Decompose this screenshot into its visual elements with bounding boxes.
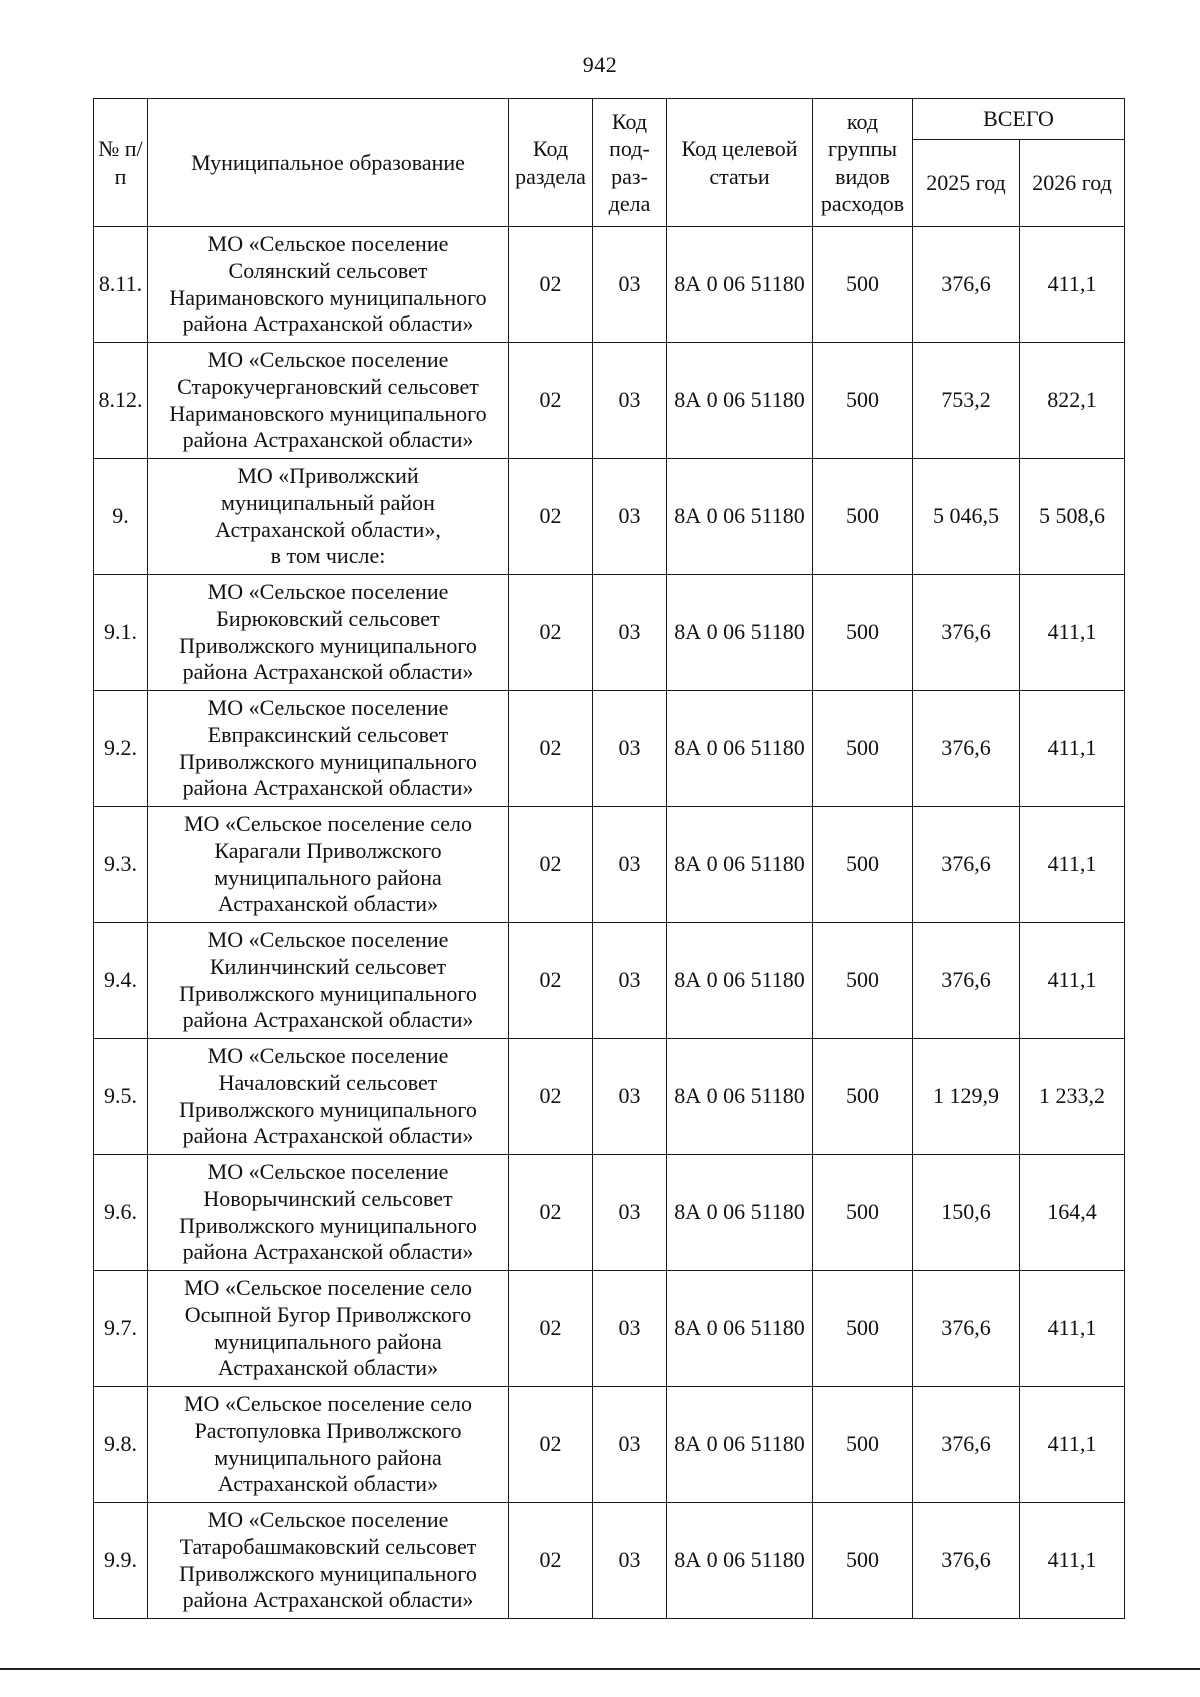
subsection-code: 03 xyxy=(593,459,667,575)
table-row xyxy=(94,343,1125,459)
municipality-name xyxy=(148,227,509,343)
municipality-name xyxy=(148,807,509,923)
municipality-name-line: МО «Сельское поселение xyxy=(207,1506,449,1532)
table-body xyxy=(94,227,1125,1619)
amount-2025: 1 129,9 xyxy=(913,1039,1020,1155)
header-municipality: Муниципальное образование xyxy=(148,99,509,227)
municipality-name-line: Бирюковский сельсовет xyxy=(216,605,440,631)
subsection-code: 03 xyxy=(593,923,667,1039)
table-row xyxy=(94,227,1125,343)
municipality-name xyxy=(148,1503,509,1619)
target-code: 8А 0 06 51180 xyxy=(667,1387,813,1503)
municipality-name-line: района Астраханской области» xyxy=(182,1123,474,1149)
subsection-code: 03 xyxy=(593,1503,667,1619)
target-code: 8А 0 06 51180 xyxy=(667,227,813,343)
amount-2026: 411,1 xyxy=(1020,1271,1125,1387)
target-code: 8А 0 06 51180 xyxy=(667,575,813,691)
subsection-code: 03 xyxy=(593,691,667,807)
section-code: 02 xyxy=(509,1039,593,1155)
section-code: 02 xyxy=(509,1387,593,1503)
table-row xyxy=(94,923,1125,1039)
table-row xyxy=(94,807,1125,923)
expense-group-code: 500 xyxy=(813,575,913,691)
target-code: 8А 0 06 51180 xyxy=(667,807,813,923)
section-code: 02 xyxy=(509,807,593,923)
municipality-name-line: Приволжского муниципального xyxy=(179,1560,477,1586)
budget-table xyxy=(93,98,1125,1619)
table-row xyxy=(94,1155,1125,1271)
amount-2025: 150,6 xyxy=(913,1155,1020,1271)
municipality-name-line: МО «Сельское поселение село xyxy=(184,1274,472,1300)
amount-2025: 5 046,5 xyxy=(913,459,1020,575)
municipality-name-line: муниципального района xyxy=(214,1444,442,1470)
table-row xyxy=(94,1503,1125,1619)
header-year-2026: 2026 год xyxy=(1020,140,1125,227)
amount-2025: 376,6 xyxy=(913,691,1020,807)
section-code: 02 xyxy=(509,575,593,691)
municipality-name-line: Карагали Приволжского xyxy=(214,837,442,863)
municipality-name xyxy=(148,343,509,459)
municipality-name-line: Солянский сельсовет xyxy=(228,257,428,283)
target-code: 8А 0 06 51180 xyxy=(667,459,813,575)
municipality-name xyxy=(148,459,509,575)
table-row xyxy=(94,459,1125,575)
municipality-name-line: района Астраханской области» xyxy=(182,311,474,337)
header-year-2025: 2025 год xyxy=(913,140,1020,227)
row-number: 9.9. xyxy=(94,1503,148,1619)
municipality-name-line: МО «Сельское поселение xyxy=(207,230,449,256)
expense-group-code: 500 xyxy=(813,459,913,575)
amount-2026: 411,1 xyxy=(1020,1387,1125,1503)
subsection-code: 03 xyxy=(593,1039,667,1155)
municipality-name-line: Татаробашмаковский сельсовет xyxy=(179,1533,477,1559)
municipality-name xyxy=(148,1039,509,1155)
header-subsection-code: Код под-раз-дела xyxy=(593,99,667,227)
table-row xyxy=(94,1039,1125,1155)
header-expense-group-code: код группы видов расходов xyxy=(813,99,913,227)
target-code: 8А 0 06 51180 xyxy=(667,691,813,807)
amount-2025: 376,6 xyxy=(913,923,1020,1039)
municipality-name-line: района Астраханской области» xyxy=(182,1239,474,1265)
subsection-code: 03 xyxy=(593,575,667,691)
subsection-code: 03 xyxy=(593,1271,667,1387)
municipality-name-line: МО «Сельское поселение xyxy=(207,926,449,952)
municipality-name-line: района Астраханской области» xyxy=(182,427,474,453)
row-number: 9.4. xyxy=(94,923,148,1039)
amount-2026: 411,1 xyxy=(1020,227,1125,343)
municipality-name xyxy=(148,1155,509,1271)
target-code: 8А 0 06 51180 xyxy=(667,1039,813,1155)
municipality-name-line: Астраханской области» xyxy=(217,891,439,917)
row-number: 8.11. xyxy=(94,227,148,343)
amount-2025: 376,6 xyxy=(913,1271,1020,1387)
amount-2026: 5 508,6 xyxy=(1020,459,1125,575)
footer-divider xyxy=(0,1668,1200,1670)
expense-group-code: 500 xyxy=(813,1155,913,1271)
municipality-name-line: Новорычинский сельсовет xyxy=(203,1185,453,1211)
section-code: 02 xyxy=(509,691,593,807)
expense-group-code: 500 xyxy=(813,343,913,459)
header-section-code: Код раздела xyxy=(509,99,593,227)
amount-2026: 411,1 xyxy=(1020,923,1125,1039)
municipality-name-line: Приволжского муниципального xyxy=(179,1096,477,1122)
subsection-code: 03 xyxy=(593,807,667,923)
row-number: 8.12. xyxy=(94,343,148,459)
subsection-code: 03 xyxy=(593,1155,667,1271)
municipality-name xyxy=(148,691,509,807)
target-code: 8А 0 06 51180 xyxy=(667,343,813,459)
expense-group-code: 500 xyxy=(813,691,913,807)
municipality-name-line: МО «Сельское поселение xyxy=(207,1158,449,1184)
municipality-name-line: Приволжского муниципального xyxy=(179,748,477,774)
amount-2025: 753,2 xyxy=(913,343,1020,459)
amount-2026: 411,1 xyxy=(1020,691,1125,807)
target-code: 8А 0 06 51180 xyxy=(667,1271,813,1387)
municipality-name-line: района Астраханской области» xyxy=(182,1587,474,1613)
municipality-name-line: Приволжского муниципального xyxy=(179,1212,477,1238)
municipality-name-line: в том числе: xyxy=(270,543,386,569)
expense-group-code: 500 xyxy=(813,807,913,923)
municipality-name-line: МО «Сельское поселение xyxy=(207,1042,449,1068)
amount-2025: 376,6 xyxy=(913,1503,1020,1619)
row-number: 9.3. xyxy=(94,807,148,923)
municipality-name-line: Приволжского муниципального xyxy=(179,632,477,658)
amount-2026: 1 233,2 xyxy=(1020,1039,1125,1155)
municipality-name-line: Наримановского муниципального xyxy=(169,284,487,310)
row-number: 9.7. xyxy=(94,1271,148,1387)
expense-group-code: 500 xyxy=(813,1503,913,1619)
subsection-code: 03 xyxy=(593,1387,667,1503)
page-number: 942 xyxy=(582,52,618,77)
municipality-name-line: Приволжского муниципального xyxy=(179,980,477,1006)
expense-group-code: 500 xyxy=(813,1039,913,1155)
table-header xyxy=(94,99,1125,227)
amount-2026: 164,4 xyxy=(1020,1155,1125,1271)
expense-group-code: 500 xyxy=(813,1387,913,1503)
municipality-name-line: района Астраханской области» xyxy=(182,1007,474,1033)
municipality-name-line: Евпраксинский сельсовет xyxy=(207,721,449,747)
municipality-name-line: МО «Сельское поселение xyxy=(207,694,449,720)
amount-2025: 376,6 xyxy=(913,227,1020,343)
section-code: 02 xyxy=(509,1503,593,1619)
municipality-name-line: Осыпной Бугор Приволжского xyxy=(184,1301,472,1327)
municipality-name-line: МО «Приволжский xyxy=(237,462,419,488)
section-code: 02 xyxy=(509,1155,593,1271)
target-code: 8А 0 06 51180 xyxy=(667,1503,813,1619)
municipality-name-line: Наримановского муниципального xyxy=(169,400,487,426)
amount-2025: 376,6 xyxy=(913,807,1020,923)
row-number: 9. xyxy=(94,459,148,575)
amount-2026: 822,1 xyxy=(1020,343,1125,459)
subsection-code: 03 xyxy=(593,227,667,343)
header-target-code: Код целевой статьи xyxy=(667,99,813,227)
section-code: 02 xyxy=(509,343,593,459)
table-row xyxy=(94,1271,1125,1387)
section-code: 02 xyxy=(509,459,593,575)
municipality-name-line: Астраханской области» xyxy=(217,1355,439,1381)
section-code: 02 xyxy=(509,227,593,343)
amount-2025: 376,6 xyxy=(913,1387,1020,1503)
target-code: 8А 0 06 51180 xyxy=(667,923,813,1039)
expense-group-code: 500 xyxy=(813,1271,913,1387)
table-row xyxy=(94,575,1125,691)
expense-group-code: 500 xyxy=(813,923,913,1039)
municipality-name-line: МО «Сельское поселение село xyxy=(184,810,472,836)
municipality-name-line: МО «Сельское поселение xyxy=(207,346,449,372)
header-num: № п/п xyxy=(94,99,148,227)
subsection-code: 03 xyxy=(593,343,667,459)
row-number: 9.6. xyxy=(94,1155,148,1271)
amount-2026: 411,1 xyxy=(1020,1503,1125,1619)
municipality-name-line: МО «Сельское поселение село xyxy=(184,1390,472,1416)
municipality-name-line: Началовский сельсовет xyxy=(218,1069,438,1095)
municipality-name-line: муниципальный район xyxy=(221,489,435,515)
target-code: 8А 0 06 51180 xyxy=(667,1155,813,1271)
section-code: 02 xyxy=(509,1271,593,1387)
row-number: 9.5. xyxy=(94,1039,148,1155)
municipality-name-line: муниципального района xyxy=(214,1328,442,1354)
row-number: 9.1. xyxy=(94,575,148,691)
row-number: 9.8. xyxy=(94,1387,148,1503)
row-number: 9.2. xyxy=(94,691,148,807)
section-code: 02 xyxy=(509,923,593,1039)
municipality-name-line: Килинчинский сельсовет xyxy=(209,953,447,979)
amount-2026: 411,1 xyxy=(1020,575,1125,691)
municipality-name-line: Растопуловка Приволжского xyxy=(194,1417,462,1443)
municipality-name xyxy=(148,1387,509,1503)
municipality-name-line: МО «Сельское поселение xyxy=(207,578,449,604)
table-row xyxy=(94,1387,1125,1503)
municipality-name-line: Астраханской области», xyxy=(215,516,441,542)
header-total: ВСЕГО xyxy=(913,99,1125,140)
municipality-name-line: Старокучергановский сельсовет xyxy=(177,373,479,399)
municipality-name-line: района Астраханской области» xyxy=(182,775,474,801)
municipality-name-line: муниципального района xyxy=(214,864,442,890)
expense-group-code: 500 xyxy=(813,227,913,343)
amount-2026: 411,1 xyxy=(1020,807,1125,923)
table-row xyxy=(94,691,1125,807)
municipality-name xyxy=(148,923,509,1039)
municipality-name-line: Астраханской области» xyxy=(217,1471,439,1497)
municipality-name xyxy=(148,575,509,691)
municipality-name-line: района Астраханской области» xyxy=(182,659,474,685)
amount-2025: 376,6 xyxy=(913,575,1020,691)
municipality-name xyxy=(148,1271,509,1387)
